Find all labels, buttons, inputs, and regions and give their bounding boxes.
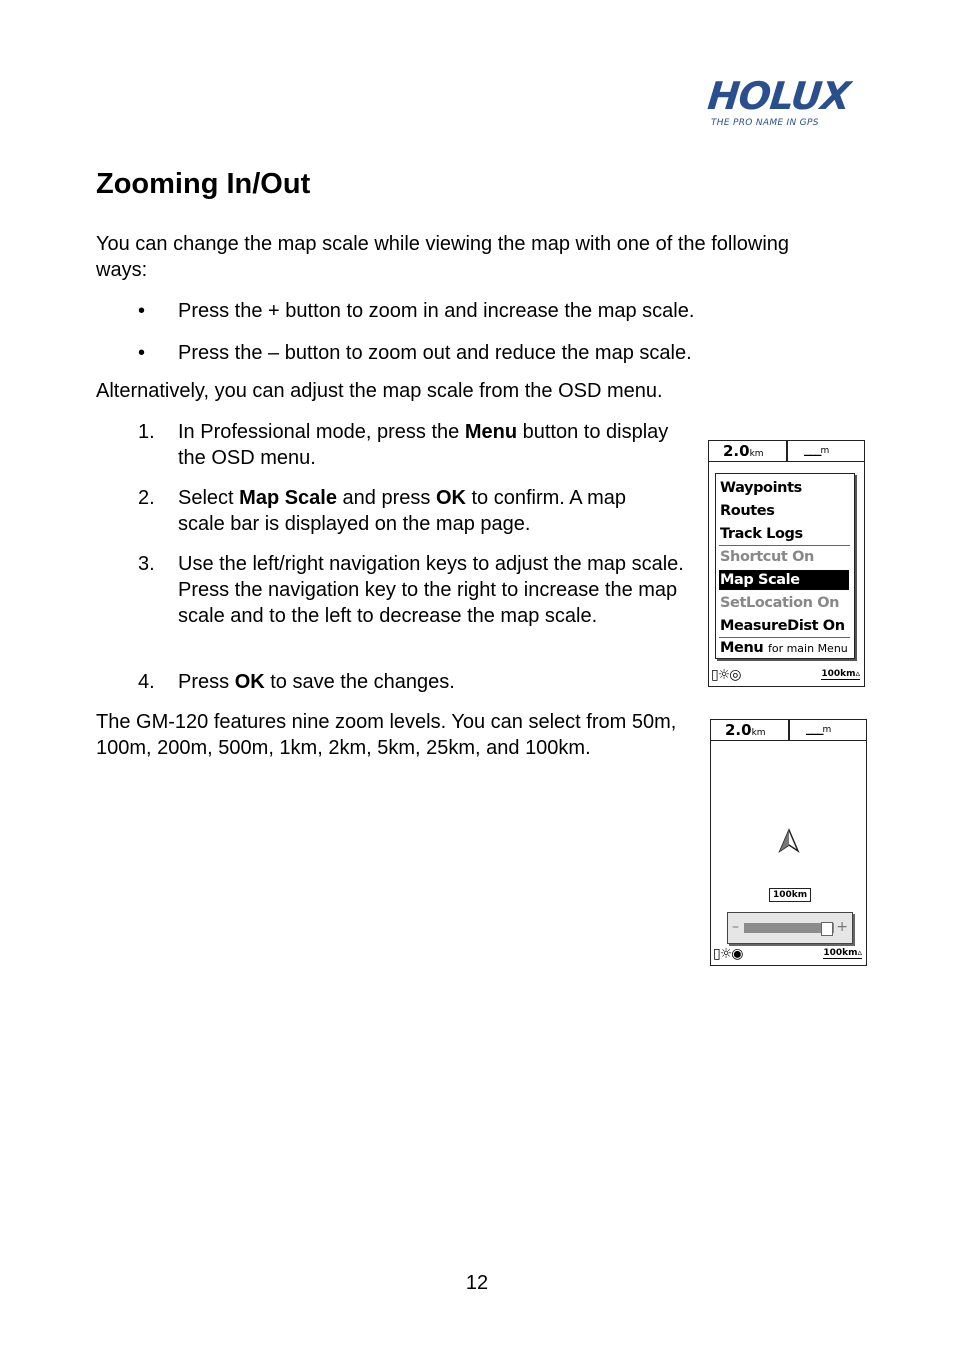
logo-tagline: THE PRO NAME IN GPS bbox=[711, 118, 819, 128]
step-number: 2. bbox=[138, 487, 155, 509]
step-number: 1. bbox=[138, 421, 155, 443]
step-number: 3. bbox=[138, 553, 155, 575]
step-number: 4. bbox=[138, 671, 155, 693]
step-1: In Professional mode, press the Menu button to display the OSD menu. bbox=[178, 421, 669, 469]
bottom-scale: 100km▵ bbox=[823, 948, 862, 958]
closing-paragraph: The GM-120 features nine zoom levels. You can select from 50m, 100m, 200m, 500m, 1km, 2km, 5km, 25km, and 100km. bbox=[96, 711, 677, 759]
screen-bottom-bar bbox=[711, 945, 866, 965]
menu-item-routes: Routes bbox=[720, 503, 775, 519]
position-arrow-icon bbox=[777, 828, 801, 860]
bullet-zoom-out: Press the – button to zoom out and reduce the map scale. bbox=[178, 342, 692, 364]
page-number: 12 bbox=[465, 1272, 489, 1294]
slider-knob bbox=[821, 922, 833, 936]
map-scale-keyword: Map Scale bbox=[239, 487, 337, 509]
battery-satellite-icon: ▯☼◉ bbox=[713, 946, 743, 962]
zoom-level-label: 100km bbox=[769, 888, 811, 902]
step-4: Press OK to save the changes. bbox=[178, 671, 455, 693]
map-scale-screenshot bbox=[710, 719, 867, 966]
logo-wordmark: HOLUX bbox=[705, 74, 852, 118]
osd-menu-screenshot bbox=[708, 440, 865, 687]
menu-item-map-scale: Map Scale bbox=[719, 570, 849, 590]
holux-logo bbox=[705, 74, 852, 136]
zoom-minus-icon: – bbox=[732, 919, 739, 935]
menu-footer: Menu for main Menu bbox=[720, 640, 848, 656]
menu-item-measuredist: MeasureDist On bbox=[720, 618, 845, 634]
screen-status-bar bbox=[709, 441, 864, 462]
menu-keyword: Menu bbox=[464, 421, 518, 443]
menu-item-shortcut: Shortcut On bbox=[720, 549, 814, 565]
page-title: Zooming In/Out bbox=[96, 168, 311, 200]
ok-keyword: OK bbox=[234, 671, 265, 693]
scale-readout: 2.0km bbox=[723, 442, 764, 460]
screen-status-bar bbox=[711, 720, 866, 741]
alternative-paragraph: Alternatively, you can adjust the map scale from the OSD menu. bbox=[96, 380, 663, 402]
distance-readout: ___m bbox=[806, 721, 831, 736]
ok-keyword: OK bbox=[435, 487, 466, 509]
menu-item-setlocation: SetLocation On bbox=[720, 595, 840, 611]
menu-item-waypoints: Waypoints bbox=[720, 480, 802, 496]
zoom-plus-icon: + bbox=[836, 919, 848, 935]
bottom-scale: 100km▵ bbox=[821, 669, 860, 679]
intro-paragraph: You can change the map scale while viewing the map with one of the following ways: bbox=[96, 233, 790, 281]
battery-satellite-icon: ▯☼◎ bbox=[711, 667, 741, 683]
osd-menu bbox=[715, 473, 855, 659]
step-3: Use the left/right navigation keys to adjust the map scale. Press the navigation key to the right to increase the map scale and to the left to decrease the map scale. bbox=[178, 553, 684, 627]
scale-readout: 2.0km bbox=[725, 721, 766, 739]
bullet-marker: • bbox=[138, 342, 146, 364]
menu-item-track-logs: Track Logs bbox=[720, 526, 803, 542]
screen-bottom-bar bbox=[709, 666, 864, 686]
bullet-zoom-in: Press the + button to zoom in and increase the map scale. bbox=[178, 300, 695, 322]
bullet-marker: • bbox=[138, 300, 146, 322]
step-2: Select Map Scale and press OK to confirm. A map scale bar is displayed on the map page. bbox=[178, 487, 627, 535]
distance-readout: ___m bbox=[804, 442, 829, 457]
map-scale-slider bbox=[727, 912, 853, 944]
